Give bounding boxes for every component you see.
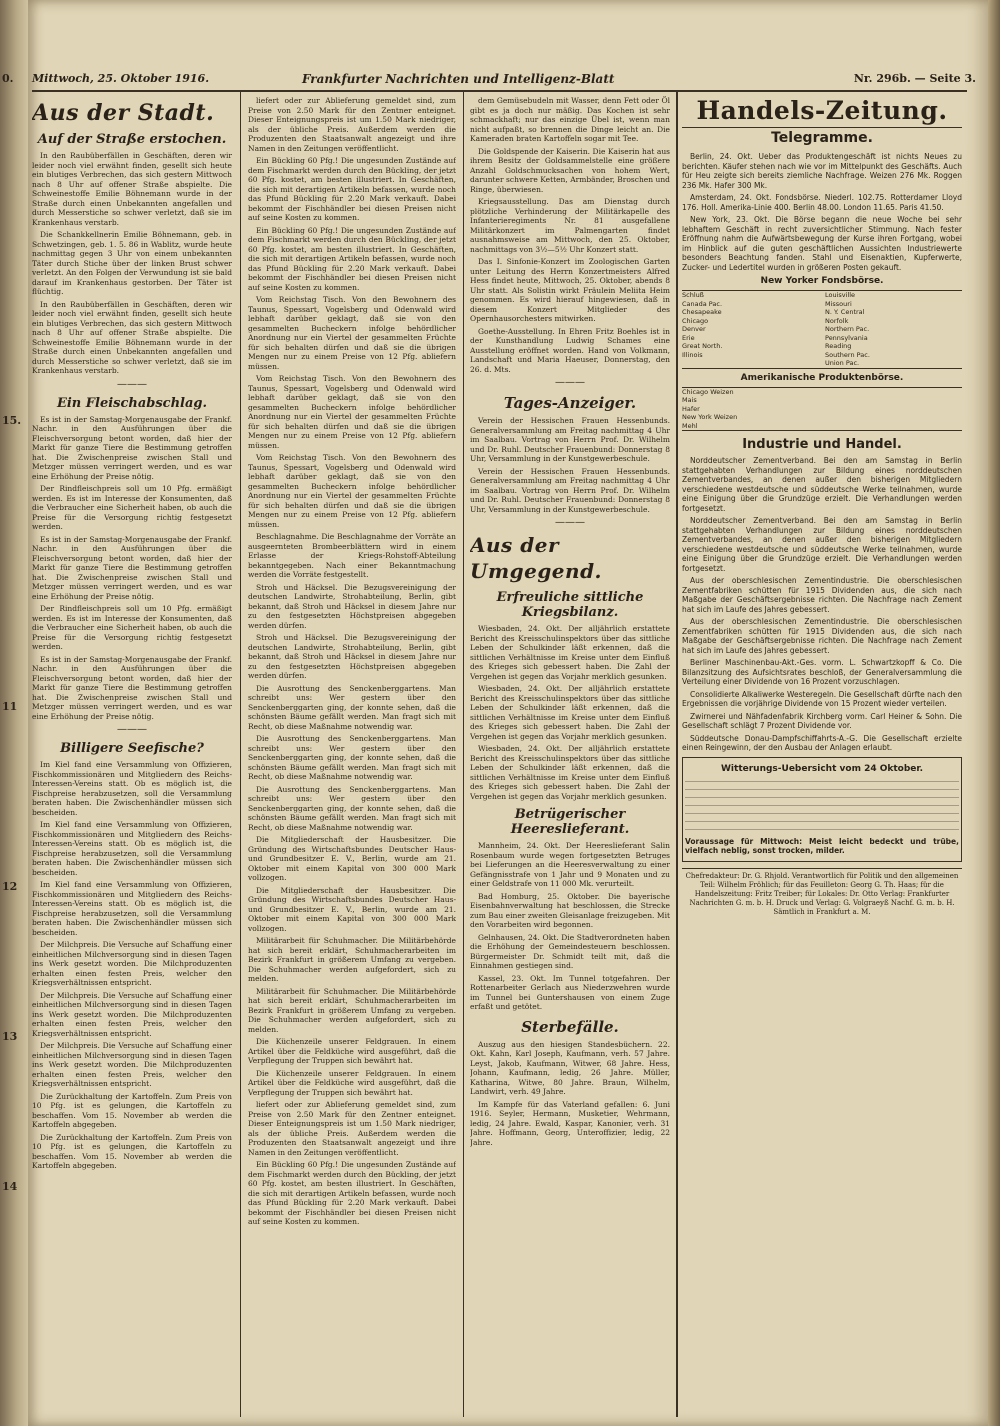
article-text: Die Goldspende der Kaiserin. Die Kaiserin hat aus ihrem Besitz der Goldsammelstelle eine größere Anzahl Goldschmucksachen von hohem Wert, darunter schwere Ketten, Armbänder, Broschen und Ringe, überwiesen. (470, 146, 670, 194)
table-row: Norfolk (825, 316, 849, 325)
article-text: Zwirnerei und Nähfadenfabrik Kirchberg vorm. Carl Heiner & Sohn. Die Gesellschaft schlägt 7 Prozent Dividende vor. (682, 711, 962, 730)
table-row: Missouri (825, 299, 852, 308)
divider: ——— (117, 378, 147, 390)
article-text: Süddeutsche Donau-Dampfschiffahrts-A.-G. Die Gesellschaft erzielte einen Reingewinn, der den Ausbau der Anlagen erlaubt. (682, 733, 962, 752)
table-row: Reading (825, 342, 852, 350)
table-row: Mais (682, 396, 697, 404)
weather-title: Witterungs-Uebersicht vom 24 Oktober. (721, 763, 923, 774)
article-text: liefert oder zur Ablieferung gemeldet sind, zum Preise von 2.50 Mark für den Zentner enteignet. Dieser Enteignungspreis ist um 1.50 Mark niedriger, als der übliche Preis. Außerdem werden die Produzenten den Staatsanwalt angezeigt und ihre Namen in den Zeitungen veröffentlicht. (248, 96, 456, 153)
article-text: Norddeutscher Zementverband. Bei den am Samstag in Berlin stattgehabten Verhandlungen zur Bildung eines norddeutschen Zementverbandes, an denen außer den bisherigen Mitgliedern verschiedene westdeutsche und süddeutsche Werke teilnahmen, wurde eine Einigung über die Grundzüge erzielt. Die Verhandlungen werden fortgesetzt. (682, 516, 962, 573)
article-text: Wiesbaden, 24. Okt. Der alljährlich erstattete Bericht des Kreisschulinspektors über das sittliche Leben der Schulkinder läßt erkennen, daß die sittlichen Verhältnisse im Kreise unter dem Einfluß des Krieges sich gebessert haben. Die Zahl der Vergehen ist gegen das Vorjahr merklich gesunken. (470, 624, 670, 681)
weather-report (682, 757, 962, 862)
fold-mark: 13 (2, 1030, 18, 1043)
commodity-table (682, 387, 962, 432)
page-edge (988, 0, 1000, 1426)
section-title-tagesanzeiger: Tages-Anzeiger. (503, 394, 637, 412)
article-text: Die Mitgliederschaft der Hausbesitzer. Die Gründung des Wirtschaftsbundes Deutscher Haus- und Grundbesitzer E. V., Berlin, wurde am 21. Oktober mit einem Kapital von 300 000 Mark vollzogen. (248, 835, 456, 882)
stock-table (682, 290, 962, 369)
section-title-umgegend: Aus der Umgegend. (470, 533, 603, 583)
table-row: Northern Pac. (825, 325, 870, 333)
article-headline: Billigere Seefische? (60, 741, 204, 756)
imprint: Chefredakteur: Dr. G. Rhjold. Verantwortlich für Politik und den allgemeinen Teil: Wilhelm Fröhlich; für das Feuilleton: Georg G. Th. Haas; für die Handelszeitung: Fritz Treiber; für Lokales: Dr. Otto Verlag: Frankfurter Nachrichten G. m. b. H. Druck und Verlag: G. Volgraeyß Nachf. G. m. b. H. Sämtlich in Frankfurt a. M. (682, 868, 962, 917)
article-text: Vom Reichstag Tisch. Von den Bewohnern des Taunus, Spessart, Vogelsberg und Odenwald wird lebhaft darüber geklagt, daß sie von den gesammelten Bucheckern infolge behördlicher Anordnung nur ein Viertel der gesammelten Früchte für sich behalten dürfen und daß sie die übrigen Mengen nur zu einem Preise von 12 Pfg. abliefern müssen. (248, 374, 456, 450)
page-number: Nr. 296b. — Seite 3. (853, 72, 976, 85)
column-2 (248, 96, 456, 1416)
article-text: Amsterdam, 24. Okt. Fondsbörse. Niederl. 102.75. Rotterdamer Lloyd 176. Holl. Amerika-Linie 400. Berlin 48.00. London 11.65. Paris 41.50. (682, 193, 962, 212)
article-headline: Erfreuliche sittliche Kriegsbilanz. (496, 590, 644, 620)
article-text: Die Zurückhaltung der Kartoffeln. Zum Preis von 10 Pfg. ist es gelungen, die Kartoffeln zu beschaffen. Vom 15. November ab werden die Kartoffeln abgegeben. (32, 1132, 232, 1170)
article-headline: Ein Fleischabschlag. (56, 395, 208, 411)
article-text: Vom Reichstag Tisch. Von den Bewohnern des Taunus, Spessart, Vogelsberg und Odenwald wird lebhaft darüber geklagt, daß sie von den gesammelten Bucheckern infolge behördlicher Anordnung nur ein Viertel der gesammelten Früchte für sich behalten dürfen und daß sie die übrigen Mengen nur zu einem Preise von 12 Pfg. abliefern müssen. (248, 453, 456, 529)
article-text: Es ist in der Samstag-Morgenausgabe der Frankf. Nachr. in den Ausführungen über die Fleischversorgung betont worden, daß hier der Markt für ganze Tiere die Bestimmung getroffen hat. Die Zwischenpreise zwischen Stall und Metzger müssen verringert werden, und es war eine Erhöhung der Preise nötig. (32, 534, 232, 601)
article-text: Aus der oberschlesischen Zementindustrie. Die oberschlesischen Zementfabriken schütten für 1915 Dividenden aus, die sich nach Maßgabe der Geschäftsergebnisse richten. Die Nachfrage nach Zement hat sich im Laufe des Jahres gebessert. (682, 617, 962, 655)
column-rule (240, 92, 241, 1417)
page-header (32, 64, 994, 90)
article-text: Die Schankkellnerin Emilie Böhnemann, geb. in Schwetzingen, geb. 1. 5. 86 in Wablitz, wurde heute nachmittag gegen 3 Uhr von einem unbekannten Täter durch Stiche über der linken Brust schwer verletzt. An den Folgen der Verwundung ist sie bald darauf im Krankenhaus gestorben. Der Täter ist flüchtig. (32, 230, 232, 296)
nyc-table-title: New Yorker Fondsbörse. (760, 276, 884, 286)
article-text: Die Küchenzeile unserer Feldgrauen. In einem Artikel über die Feldküche wird ausgeführt, daß die Verpflegung der Truppen sich bewährt hat. (248, 1037, 456, 1065)
industry-heading: Industrie und Handel. (742, 437, 902, 452)
article-text: New York, 23. Okt. Die Börse begann die neue Woche bei sehr lebhaftem Geschäft in recht zuversichtlicher Stimmung. Nach fester Eröffnung nahm die Aufwärtsbewegung der Kurse ihren Fortgang, wobei im Hinblick auf die guten geschäftlichen Aussichten Industriewerte besonders Beachtung fanden. Stahl und Eisenaktien, Kupferwerte, Zucker- und Ledertitel wurden in größeren Posten gekauft. (682, 215, 962, 272)
table-row: Union Pac. (825, 359, 860, 367)
article-text: Kriegsausstellung. Das am Dienstag durch plötzliche Verhinderung der Militärkapelle des Infanterieregiments Nr. 81 ausgefallene Militärkonzert im Palmengarten findet ausnahmsweise am Mittwoch, den 25. Oktober, nachmittags von 3½—5½ Uhr Konzert statt. (470, 197, 670, 254)
table-row: N. Y. Central (825, 308, 865, 316)
article-text: Goethe-Ausstellung. In Ehren Fritz Boehles ist in der Kunsthandlung Ludwig Schames eine Ausstellung eröffnet worden. Hand von Volkmann, Landschaft und Maria Haeuser, Donnerstag, den 26. d. Mts. (470, 326, 670, 374)
fold-mark: 15. (2, 414, 22, 427)
column-1 (32, 96, 232, 1416)
article-text: Stroh und Häcksel. Die Bezugsvereinigung der deutschen Landwirte, Strohabteilung, Berlin, gibt bekannt, daß Stroh und Häcksel in diesem Jahre nur zu den festgesetzten Höchstpreisen abgegeben werden dürfen. (248, 582, 456, 630)
article-text: Berlin, 24. Okt. Ueber das Produktengeschäft ist nichts Neues zu berichten. Käufer stehen nach wie vor im Mittelpunkt des Geschäfts. Auch für Heu zeigte sich bereits ziemliche Nachfrage. Weizen 276 Mk. Roggen 236 Mk. Hafer 300 Mk. (682, 152, 962, 190)
divider: ——— (555, 377, 585, 388)
article-text: Verein der Hessischen Frauen Hessenbunds. Generalversammlung am Freitag nachmittag 4 Uhr im Saalbau. Vortrag von Herrn Prof. Dr. Wilhelm und Dr. Ruhl. Deutscher Frauenbund: Donnerstag 8 Uhr, Versammlung in der Kunstgewerbeschule. (470, 466, 670, 514)
article-text: Der Milchpreis. Die Versuche auf Schaffung einer einheitlichen Milchversorgung sind in diesen Tagen ins Werk gesetzt worden. Die Milchproduzenten erhalten einen festen Preis, welcher den Kriegsverhältnissen entspricht. (32, 990, 232, 1038)
table-row: Canada Pac. (682, 299, 723, 308)
article-text: Ein Bückling 60 Pfg.! Die ungesunden Zustände auf dem Fischmarkt werden durch den Bückling, der jetzt 60 Pfg. kostet, am besten illustriert. In Geschäften, die sich mit derartigen Artikeln befassen, wurde noch das Pfund Bückling für 2.20 Mark verkauft. Dabei bekommt der Fischhändler bei diesen Preisen nicht auf seine Kosten zu kommen. (248, 156, 456, 222)
article-text: dem Gemüsebudeln mit Wasser, denn Fett oder Öl gibt es ja doch nur mäßig. Das Kochen ist sehr schmackhaft; nur das einzige Übel ist, wenn man nicht aufpaßt, so brennen die Dinge leicht an. Die Kameraden braten Kartoffeln sogar mit Tee. (470, 96, 670, 143)
article-text: Beschlagnahme. Die Beschlagnahme der Vorräte an ausgeernteten Brombeerblättern wird in einem Erlasse der Kriegs-Rohstoff-Abteilung bekanntgegeben. Nach einer Bekanntmachung werden die Vorräte festgestellt. (248, 532, 456, 579)
article-text: Die Ausrottung des Senckenberggartens. Man schreibt uns: Wer gestern über den Senckenberggarten ging, der konnte sehen, daß die schönsten Bäume gefällt werden. Man fragt sich mit Recht, ob diese Maßnahme notwendig war. (248, 734, 456, 781)
article-text: Das I. Sinfonie-Konzert im Zoologischen Garten unter Leitung des Herrn Konzertmeisters Alfred Hess findet heute, Mittwoch, 25. Oktober, abends 8 Uhr statt. Als Solistin wirkt Fräulein Meliita Heim genommen. Es wird hierauf hingewiesen, daß in diesem Konzert Mitglieder des Opernhausorchesters mitwirken. (470, 257, 670, 323)
table-row: Illinois (682, 350, 703, 359)
section-title-handelszeitung: Handels-Zeitung. (696, 96, 948, 125)
article-text: Im Kiel fand eine Versammlung von Offizieren, Fischkommissionären und Mitgliedern des Reichs-Interessen-Vereins statt. Ob es möglich ist, die Fischpreise herabzusetzen, soll die Versammlung beraten haben. Die Zwischenhändler müssen sich bescheiden. (32, 760, 232, 817)
am-table-title: Amerikanische Produktenbörse. (740, 372, 904, 383)
column-4 (682, 96, 962, 1416)
previous-page-fold (0, 0, 28, 1426)
article-text: Mannheim, 24. Okt. Der Heereslieferant Salin Rosenbaum wurde wegen fortgesetzten Betruges bei Lieferungen an die Heeresverwaltung zu einer Gefängnisstrafe von 1 Jahr und 9 Monaten und zu einer Geldstrafe von 11 000 Mk. verurteilt. (470, 841, 670, 888)
table-row: New York Weizen (682, 413, 738, 421)
article-text: Die Küchenzeile unserer Feldgrauen. In einem Artikel über die Feldküche wird ausgeführt, daß die Verpflegung der Truppen sich bewährt hat. (248, 1068, 456, 1097)
article-text: Es ist in der Samstag-Morgenausgabe der Frankf. Nachr. in den Ausführungen über die Fleischversorgung betont worden, daß hier der Markt für ganze Tiere die Bestimmung getroffen hat. Die Zwischenpreise zwischen Stall und Metzger müssen verringert werden, und es war eine Erhöhung der Preise nötig. (32, 654, 232, 721)
table-row: Louisville (825, 291, 856, 299)
column-rule (676, 92, 678, 1417)
article-text: In den Raubüberfällen in Geschäften, deren wir leider noch viel erwähnt finden, gesellt sich heute ein blutiges Verbrechen, das sich gestern Mittwoch nach 8 Uhr auf offener Straße abspielte. Die Schweinestoffe Emilie Böhnemann wurde in der Straße durch einen Unbekannten angefallen und durch Messerstiche so schwer verletzt, daß sie im Krankenhaus verstarb. (32, 299, 232, 375)
divider: ——— (555, 517, 585, 528)
article-text: Im Kiel fand eine Versammlung von Offizieren, Fischkommissionären und Mitgliedern des Reichs-Interessen-Vereins statt. Ob es möglich ist, die Fischpreise herabzusetzen, soll die Versammlung beraten haben. Die Zwischenhändler müssen sich bescheiden. (32, 880, 232, 937)
article-text: Im Kiel fand eine Versammlung von Offizieren, Fischkommissionären und Mitgliedern des Reichs-Interessen-Vereins statt. Ob es möglich ist, die Fischpreise herabzusetzen, soll die Versammlung beraten haben. Die Zwischenhändler müssen sich bescheiden. (32, 820, 232, 877)
table-row: Great North. (682, 342, 723, 350)
article-text: Verein der Hessischen Frauen Hessenbunds. Generalversammlung am Freitag nachmittag 4 Uhr im Saalbau. Vortrag von Herrn Prof. Dr. Wilhelm und Dr. Ruhl. Deutscher Frauenbund: Donnerstag 8 Uhr, Versammlung in der Kunstgewerbeschule. (470, 416, 670, 463)
article-text: Berliner Maschinenbau-Akt.-Ges. vorm. L. Schwartzkopff & Co. Die Bilanzsitzung des Aufsichtsrates beschloß, der Generalversammlung die Verteilung einer Dividende von 16 Prozent vorzuschlagen. (682, 658, 962, 686)
article-text: Aus der oberschlesischen Zementindustrie. Die oberschlesischen Zementfabriken schütten für 1915 Dividenden aus, die sich nach Maßgabe der Geschäftsergebnisse richten. Die Nachfrage nach Zement hat sich im Laufe des Jahres gebessert. (682, 576, 962, 614)
table-row: Denver (682, 325, 706, 333)
table-row: Southern Pac. (825, 350, 870, 359)
article-text: Militärarbeit für Schuhmacher. Die Militärbehörde hat sich bereit erklärt, Schuhmacherarbeiten im Bezirk Frankfurt in größerem Umfang zu vergeben. Die Schuhmacher werden aufgefordert, sich zu melden. (248, 986, 456, 1034)
article-text: Der Rindfleischpreis soll um 10 Pfg. ermäßigt werden. Es ist im Interesse der Konsumenten, daß die Verbraucher eine Sicherheit haben, ob auch die Preise für die Versorgung richtig festgesetzt werden. (32, 604, 232, 651)
table-row: Chesapeake (682, 308, 722, 316)
article-text: Die Ausrottung des Senckenberggartens. Man schreibt uns: Wer gestern über den Senckenberggarten ging, der konnte sehen, daß die schönsten Bäume gefällt werden. Man fragt sich mit Recht, ob diese Maßnahme notwendig war. (248, 784, 456, 832)
table-row: Pennsylvania (825, 333, 868, 342)
article-text: liefert oder zur Ablieferung gemeldet sind, zum Preise von 2.50 Mark für den Zentner enteignet. Dieser Enteignungspreis ist um 1.50 Mark niedriger, als der übliche Preis. Außerdem werden die Produzenten den Staatsanwalt angezeigt und ihre Namen in den Zeitungen veröffentlicht. (248, 1100, 456, 1157)
section-title-sterbefaelle: Sterbefälle. (521, 1017, 619, 1036)
death-notices: Auszug aus den hiesigen Standesbüchern. 22. Okt. Kahn, Karl Joseph, Kaufmann, verh. 57 Jahre. Leyst, Jakob, Kaufmann, Witwer, 68 Jahre. Hess, Johann, Kaufmann, ledig, 26 Jahre. Müller, Katharina, Witwe, 80 Jahre. Braun, Wilhelm, Landwirt, verh. 49 Jahre. (470, 1039, 670, 1096)
header-rule (32, 90, 967, 92)
article-text: Militärarbeit für Schuhmacher. Die Militärbehörde hat sich bereit erklärt, Schuhmacherarbeiten im Bezirk Frankfurt in größerem Umfang zu vergeben. Die Schuhmacher werden aufgefordert, sich zu melden. (248, 936, 456, 983)
table-row: Chicago (682, 316, 709, 325)
article-text: Die Ausrottung des Senckenberggartens. Man schreibt uns: Wer gestern über den Senckenberggarten ging, der konnte sehen, daß die schönsten Bäume gefällt werden. Man fragt sich mit Recht, ob diese Maßnahme notwendig war. (248, 683, 456, 731)
telegrams-heading: Telegramme. (771, 130, 873, 146)
article-text: Der Rindfleischpreis soll um 10 Pfg. ermäßigt werden. Es ist im Interesse der Konsumenten, daß die Verbraucher eine Sicherheit haben, ob auch die Preise für die Versorgung richtig festgesetzt werden. (32, 484, 232, 531)
section-title-stadt: Aus der Stadt. (32, 100, 215, 126)
paper-name: Frankfurter Nachrichten und Intelligenz-Blatt (302, 72, 615, 86)
article-text: Consolidierte Alkaliwerke Westeregeln. Die Gesellschaft dürfte nach den Ergebnissen die vorjährige Dividende von 15 Prozent wieder verteilen. (682, 689, 962, 708)
fold-mark: 0. (2, 72, 14, 85)
article-text: Die Mitgliederschaft der Hausbesitzer. Die Gründung des Wirtschaftsbundes Deutscher Haus- und Grundbesitzer E. V., Berlin, wurde am 21. Oktober mit einem Kapital von 300 000 Mark vollzogen. (248, 885, 456, 933)
column-rule (463, 92, 464, 1417)
weather-forecast: Voraussage für Mittwoch: Meist leicht bedeckt und trübe, vielfach neblig, sonst trocken, milder. (685, 836, 959, 855)
article-text: Wiesbaden, 24. Okt. Der alljährlich erstattete Bericht des Kreisschulinspektors über das sittliche Leben der Schulkinder läßt erkennen, daß die sittlichen Verhältnisse im Kreise unter dem Einfluß des Krieges sich gebessert haben. Die Zahl der Vergehen ist gegen das Vorjahr merklich gesunken. (470, 744, 670, 801)
article-text: Gelnhausen, 24. Okt. Die Stadtverordneten haben die Erhöhung der Gemeindesteuern beschlossen. Bürgermeister Dr. Schmidt teilt mit, daß die Einnahmen gestiegen sind. (470, 932, 670, 970)
article-text: Ein Bückling 60 Pfg.! Die ungesunden Zustände auf dem Fischmarkt werden durch den Bückling, der jetzt 60 Pfg. kostet, am besten illustriert. In Geschäften, die sich mit derartigen Artikeln befassen, wurde noch das Pfund Bückling für 2.20 Mark verkauft. Dabei bekommt der Fischhändler bei diesen Preisen nicht auf seine Kosten zu kommen. (248, 1160, 456, 1226)
article-text: Die Zurückhaltung der Kartoffeln. Zum Preis von 10 Pfg. ist es gelungen, die Kartoffeln zu beschaffen. Vom 15. November ab werden die Kartoffeln abgegeben. (32, 1091, 232, 1129)
table-row: Mehl (682, 421, 698, 430)
fold-mark: 12 (2, 880, 18, 893)
issue-date: Mittwoch, 25. Oktober 1916. (32, 72, 210, 85)
weather-table (685, 777, 959, 837)
divider: ——— (117, 724, 147, 735)
death-notices: Im Kampfe für das Vaterland gefallen: 6. Juni 1916. Seyler, Hermann, Musketier, Wehrmann, ledig, 24 Jahre. Ewald, Kaspar, Kanonier, verh. 31 Jahre. Hoffmann, Georg, Unteroffizier, ledig, 22 Jahre. (470, 1099, 670, 1147)
article-text: Der Milchpreis. Die Versuche auf Schaffung einer einheitlichen Milchversorgung sind in diesen Tagen ins Werk gesetzt worden. Die Milchproduzenten erhalten einen festen Preis, welcher den Kriegsverhältnissen entspricht. (32, 1041, 232, 1088)
table-row: Erie (682, 333, 695, 342)
article-text: Bad Homburg, 25. Oktober. Die bayerische Eisenbahnverwaltung hat beschlossen, die Strecke zum Bau einer zweiten Gleisanlage freizugeben. Mit den Vorarbeiten wird begonnen. (470, 891, 670, 929)
title-rule (682, 127, 962, 128)
article-text: Vom Reichstag Tisch. Von den Bewohnern des Taunus, Spessart, Vogelsberg und Odenwald wird lebhaft darüber geklagt, daß sie von den gesammelten Bucheckern infolge behördlicher Anordnung nur ein Viertel der gesammelten Früchte für sich behalten dürfen und daß sie die übrigen Mengen nur zu einem Preise von 12 Pfg. abliefern müssen. (248, 295, 456, 371)
article-text: Es ist in der Samstag-Morgenausgabe der Frankf. Nachr. in den Ausführungen über die Fleischversorgung betont worden, daß hier der Markt für ganze Tiere die Bestimmung getroffen hat. Die Zwischenpreise zwischen Stall und Metzger müssen verringert werden, und es war eine Erhöhung der Preise nötig. (32, 414, 232, 481)
table-row: Chicago Weizen (682, 387, 734, 396)
article-text: Stroh und Häcksel. Die Bezugsvereinigung der deutschen Landwirte, Strohabteilung, Berlin, gibt bekannt, daß Stroh und Häcksel in diesem Jahre nur zu den festgesetzten Höchstpreisen abgegeben werden dürfen. (248, 633, 456, 680)
fold-mark: 14 (2, 1180, 18, 1193)
article-text: Ein Bückling 60 Pfg.! Die ungesunden Zustände auf dem Fischmarkt werden durch den Bückling, der jetzt 60 Pfg. kostet, am besten illustriert. In Geschäften, die sich mit derartigen Artikeln befassen, wurde noch das Pfund Bückling für 2.20 Mark verkauft. Dabei bekommt der Fischhändler bei diesen Preisen nicht auf seine Kosten zu kommen. (248, 225, 456, 292)
column-3 (470, 96, 670, 1416)
article-headline: Betrügerischer Heereslieferant. (510, 807, 630, 837)
article-text: Der Milchpreis. Die Versuche auf Schaffung einer einheitlichen Milchversorgung sind in diesen Tagen ins Werk gesetzt worden. Die Milchproduzenten erhalten einen festen Preis, welcher den Kriegsverhältnissen entspricht. (32, 940, 232, 987)
article-headline: Auf der Straße erstochen. (37, 132, 227, 147)
fold-mark: 11 (2, 700, 18, 713)
article-text: Kassel, 23. Okt. Im Tunnel totgefahren. Der Rottenarbeiter Gerlach aus Niederzwehren wurde im Tunnel bei Guntershausen von einem Zuge erfaßt und getötet. (470, 973, 670, 1011)
table-row: Schluß (682, 291, 704, 299)
article-text: In den Raubüberfällen in Geschäften, deren wir leider noch viel erwähnt finden, gesellt sich heute ein blutiges Verbrechen, das sich gestern Mittwoch nach 8 Uhr auf offener Straße abspielte. Die Schweinestoffe Emilie Böhnemann wurde in der Straße durch einen Unbekannten angefallen und durch Messerstiche so schwer verletzt, daß sie im Krankenhaus verstarb. (32, 151, 232, 227)
article-text: Wiesbaden, 24. Okt. Der alljährlich erstattete Bericht des Kreisschulinspektors über das sittliche Leben der Schulkinder läßt erkennen, daß die sittlichen Verhältnisse im Kreise unter dem Einfluß des Krieges sich gebessert haben. Die Zahl der Vergehen ist gegen das Vorjahr merklich gesunken. (470, 684, 670, 741)
table-row: Hafer (682, 404, 700, 413)
article-text: Norddeutscher Zementverband. Bei den am Samstag in Berlin stattgehabten Verhandlungen zur Bildung eines norddeutschen Zementverbandes, an denen außer den bisherigen Mitgliedern verschiedene westdeutsche und süddeutsche Werke teilnahmen, wurde eine Einigung über die Grundzüge erzielt. Die Verhandlungen werden fortgesetzt. (682, 456, 962, 513)
